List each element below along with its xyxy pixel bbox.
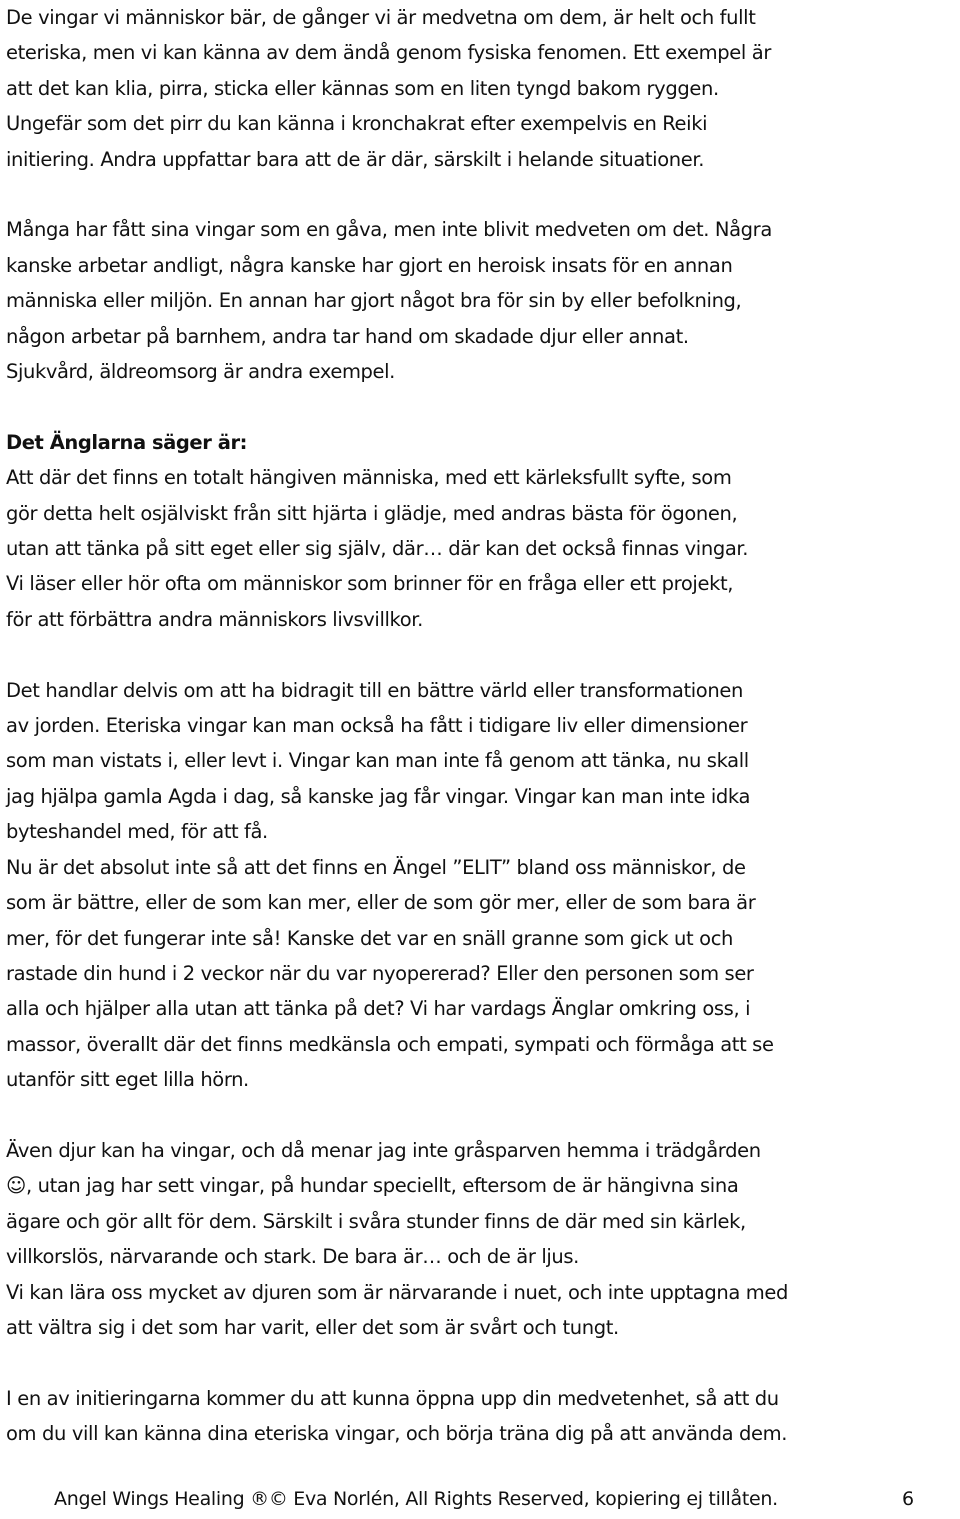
paragraph-1 <box>6 0 956 177</box>
paragraph-6 <box>6 1381 956 1452</box>
text-line: ägare och gör allt för dem. Särskilt i svåra stunder finns de där med sin kärlek, <box>6 1209 746 1233</box>
text-line: ☺, utan jag har sett vingar, på hundar speciellt, eftersom de är hängivna sina <box>6 1174 739 1198</box>
paragraph-gap <box>6 177 956 212</box>
section-heading: Det Änglarna säger är: <box>6 430 247 454</box>
text-line: Många har fått sina vingar som en gåva, men inte blivit medveten om det. Några <box>6 218 772 242</box>
text-line: någon arbetar på barnhem, andra tar hand om skadade djur eller annat. <box>6 324 689 348</box>
text-line: Att där det finns en totalt hängiven människa, med ett kärleksfullt syfte, som <box>6 466 732 490</box>
page-number: 6 <box>902 1488 914 1510</box>
text-line: att vältra sig i det som har varit, eller det som är svårt och tungt. <box>6 1315 619 1339</box>
text-line: som är bättre, eller de som kan mer, eller de som gör mer, eller de som bara är <box>6 891 756 915</box>
text-line: Nu är det absolut inte så att det finns en Ängel ”ELIT” bland oss människor, de <box>6 855 746 879</box>
text-line: om du vill kan känna dina eteriska vingar, och börja träna dig på att använda dem. <box>6 1422 788 1446</box>
text-line: Det handlar delvis om att ha bidragit till en bättre värld eller transformationen <box>6 678 743 702</box>
text-line: gör detta helt osjälviskt från sitt hjärta i glädje, med andras bästa för ögonen, <box>6 501 738 525</box>
text-line: I en av initieringarna kommer du att kunna öppna upp din medvetenhet, så att du <box>6 1386 779 1410</box>
text-line: för att förbättra andra människors livsvillkor. <box>6 607 423 631</box>
page-footer <box>54 1487 914 1511</box>
text-line: jag hjälpa gamla Agda i dag, så kanske jag får vingar. Vingar kan man inte idka <box>6 784 751 808</box>
paragraph-gap <box>6 389 956 424</box>
text-line: massor, överallt där det finns medkänsla och empati, sympati och förmåga att se <box>6 1032 774 1056</box>
paragraph-gap <box>6 1345 956 1380</box>
text-line: Även djur kan ha vingar, och då menar jag inte gråsparven hemma i trädgården <box>6 1138 761 1162</box>
paragraph-4 <box>6 673 956 1098</box>
text-line: Ungefär som det pirr du kan känna i kronchakrat efter exempelvis en Reiki <box>6 112 708 136</box>
text-line: initiering. Andra uppfattar bara att de är där, särskilt i helande situationer. <box>6 147 705 171</box>
text-line: rastade din hund i 2 veckor när du var nyopererad? Eller den personen som ser <box>6 961 754 985</box>
text-line: att det kan klia, pirra, sticka eller kännas som en liten tyngd bakom ryggen. <box>6 76 719 100</box>
text-line: utanför sitt eget lilla hörn. <box>6 1068 249 1092</box>
text-line: De vingar vi människor bär, de gånger vi är medvetna om dem, är helt och fullt <box>6 6 756 29</box>
text-line: eteriska, men vi kan känna av dem ändå genom fysiska fenomen. Ett exempel är <box>6 41 771 65</box>
text-line: utan att tänka på sitt eget eller sig själv, där… där kan det också finnas vingar. <box>6 537 749 561</box>
text-line: kanske arbetar andligt, några kanske har gjort en heroisk insats för en annan <box>6 253 733 277</box>
paragraph-gap <box>6 1098 956 1133</box>
footer-copyright: Angel Wings Healing ®© Eva Norlén, All Rights Reserved, kopiering ej tillåten. <box>54 1488 778 1510</box>
text-line: som man vistats i, eller levt i. Vingar kan man inte få genom att tänka, nu skall <box>6 749 749 773</box>
text-line: mer, för det fungerar inte så! Kanske det var en snäll granne som gick ut och <box>6 926 734 950</box>
text-line: av jorden. Eteriska vingar kan man också ha fått i tidigare liv eller dimensioner <box>6 714 748 738</box>
text-line: Vi läser eller hör ofta om människor som brinner för en fråga eller ett projekt, <box>6 572 734 596</box>
text-line: Sjukvård, äldreomsorg är andra exempel. <box>6 360 395 384</box>
paragraph-3 <box>6 425 956 637</box>
paragraph-2 <box>6 212 956 389</box>
text-line: byteshandel med, för att få. <box>6 820 268 844</box>
text-line: alla och hjälper alla utan att tänka på det? Vi har vardags Änglar omkring oss, i <box>6 997 751 1021</box>
paragraph-gap <box>6 637 956 672</box>
document-body <box>6 0 956 1452</box>
text-line: villkorslös, närvarande och stark. De bara är… och de är ljus. <box>6 1245 579 1269</box>
paragraph-5 <box>6 1133 956 1345</box>
text-line: människa eller miljön. En annan har gjort något bra för sin by eller befolkning, <box>6 289 742 313</box>
text-line: Vi kan lära oss mycket av djuren som är närvarande i nuet, och inte upptagna med <box>6 1280 788 1304</box>
